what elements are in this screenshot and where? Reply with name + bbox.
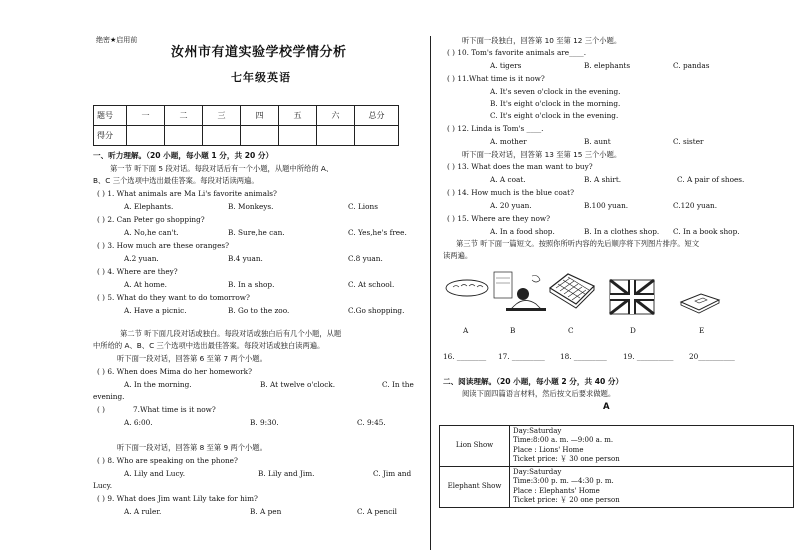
option-a[interactable]: A. At home. [124, 280, 167, 289]
option-b[interactable]: B.4 yuan. [228, 254, 263, 263]
option-a[interactable]: A. mother [490, 137, 527, 146]
score-table [93, 105, 399, 146]
question-7-text: 7.What time is it now? [133, 405, 216, 414]
question-10: ( ) 10. Tom's favorite animals are____. [447, 48, 587, 57]
picture-label: B [510, 326, 516, 335]
show-time: Time:8:00 a. m. —9:00 a. m. [513, 436, 614, 445]
option-c[interactable]: C. Jim and [373, 469, 412, 478]
section3-instruction: 第三节 听下面一篇短文。按照你所听内容的先后顺序将下列图片排序。短文 [456, 239, 700, 248]
score-input-cell[interactable] [241, 126, 279, 146]
option-c[interactable]: C. In the [382, 380, 414, 389]
option-a[interactable]: A. tigers [490, 61, 522, 70]
show-time: Time:3:00 p. m. —4:30 p. m. [513, 477, 614, 486]
secret-label: 绝密★启用前 [96, 36, 138, 44]
monologue-intro: 听下面一段独白，回答第 10 至第 12 三个小题。 [462, 36, 622, 45]
question-8: ( ) 8. Who are speaking on the phone? [97, 456, 238, 465]
option-a[interactable]: A. Have a picnic. [124, 306, 187, 315]
question-15: ( ) 15. Where are they now? [447, 214, 551, 223]
exam-subtitle: 七年级英语 [231, 71, 291, 84]
question-3: ( ) 3. How much are these oranges? [97, 241, 230, 250]
question-4: ( ) 4. Where are they? [97, 267, 178, 276]
option-a[interactable]: A. It's seven o'clock in the evening. [490, 87, 621, 96]
option-b[interactable]: B. A pen [250, 507, 282, 516]
section2-instruction: 第二节 听下面几段对话或独白。每段对话或独白后有几个小题，从题 [120, 329, 342, 338]
scale-picture [677, 290, 723, 318]
question-7: ( ) [97, 405, 106, 414]
option-a[interactable]: A. In the morning. [124, 380, 192, 389]
option-a[interactable]: A. Lily and Lucy. [124, 469, 186, 478]
student-sleeping-picture [492, 268, 547, 318]
option-b[interactable]: B. Lily and Jim. [258, 469, 315, 478]
option-c[interactable]: C. sister [673, 137, 704, 146]
option-b[interactable]: B. Monkeys. [228, 202, 274, 211]
answer-blank-19[interactable]: 19. __________ [623, 352, 674, 361]
option-a[interactable]: A. 20 yuan. [490, 201, 532, 210]
option-c[interactable]: C.120 yuan. [673, 201, 718, 210]
answer-blank-16[interactable]: 16. ________ [443, 352, 487, 361]
section2-instruction: 中所给的 A、B、C 三个选项中选出最佳答案。每段对话或独白读两遍。 [93, 341, 325, 350]
score-input-cell[interactable] [317, 126, 355, 146]
section1-instruction: 第一节 听下面 5 段对话。每段对话后有一个小题，从题中所给的 A、 [110, 164, 334, 173]
section1-instruction: B、C 三个选项中选出最佳答案。每段对话读两遍。 [93, 176, 259, 185]
picture-label: C [568, 326, 574, 335]
option-c[interactable]: C. Lions [348, 202, 378, 211]
option-b[interactable]: B. It's eight o'clock in the morning. [490, 99, 621, 108]
option-b[interactable]: B.100 yuan. [584, 201, 629, 210]
score-cell: 得分 [94, 126, 127, 146]
question-14: ( ) 14. How much is the blue coat? [447, 188, 574, 197]
show-info [510, 426, 794, 467]
score-input-cell[interactable] [355, 126, 399, 146]
option-b[interactable]: B. In a clothes shop. [584, 227, 660, 236]
option-c[interactable]: C. 9:45. [357, 418, 386, 427]
dialogue-intro: 听下面一段对话，回答第 13 至第 15 三个小题。 [462, 150, 622, 159]
picture-label: D [630, 326, 636, 335]
show-price: Ticket price: ￥ 20 one person [513, 496, 620, 505]
option-c[interactable]: C.8 yuan. [348, 254, 383, 263]
score-cell: 三 [203, 106, 241, 126]
option-c[interactable]: C. A pair of shoes. [677, 175, 745, 184]
question-13: ( ) 13. What does the man want to buy? [447, 162, 593, 171]
option-b[interactable]: B. In a shop. [228, 280, 275, 289]
dialogue-intro: 听下面一段对话，回答第 8 至第 9 两个小题。 [117, 443, 267, 452]
picture-label: A [463, 326, 469, 335]
show-name: Elephant Show [440, 466, 510, 507]
bread-picture [443, 272, 493, 304]
part1-heading: 一、听力理解。（20 小题，每小题 1 分，共 20 分） [93, 151, 274, 160]
option-c[interactable]: C. In a book shop. [673, 227, 740, 236]
section3-instruction: 读两遍。 [443, 251, 473, 260]
option-b[interactable]: B. Sure,he can. [228, 228, 285, 237]
score-cell: 一 [127, 106, 165, 126]
option-b[interactable]: B. elephants [584, 61, 631, 70]
option-a[interactable]: A. A ruler. [124, 507, 162, 516]
question-9: ( ) 9. What does Jim want Lily take for him? [97, 494, 258, 503]
part2-heading: 二、阅读理解。（20 小题，每小题 2 分，共 40 分） [443, 377, 624, 386]
option-b[interactable]: B. 9:30. [250, 418, 279, 427]
flag-picture [608, 278, 656, 316]
option-b[interactable]: B. A shirt. [584, 175, 622, 184]
passage-label: A [603, 402, 610, 412]
score-input-cell[interactable] [165, 126, 203, 146]
dialogue-intro: 听下面一段对话，回答第 6 至第 7 两个小题。 [117, 354, 267, 363]
score-input-cell[interactable] [279, 126, 317, 146]
question-2: ( ) 2. Can Peter go shopping? [97, 215, 205, 224]
show-info [510, 466, 794, 507]
question-5: ( ) 5. What do they want to do tomorrow? [97, 293, 250, 302]
question-12: ( ) 12. Linda is Tom's ____. [447, 124, 544, 133]
score-cell: 题号 [94, 106, 127, 126]
answer-blank-17[interactable]: 17. _________ [498, 352, 545, 361]
score-table-score-row [94, 126, 399, 146]
score-table-header-row [94, 106, 399, 126]
answer-blank-20[interactable]: 20__________ [689, 352, 735, 361]
score-input-cell[interactable] [203, 126, 241, 146]
option-a[interactable]: A. In a food shop. [490, 227, 555, 236]
show-row [440, 466, 794, 507]
option-c[interactable]: C. pandas [673, 61, 710, 70]
option-c[interactable]: C. A pencil [357, 507, 397, 516]
question-1: ( ) 1. What animals are Ma Li's favorite animals? [97, 189, 277, 198]
option-c[interactable]: C. At school. [348, 280, 395, 289]
option-c[interactable]: C. Yes,he's free. [348, 228, 407, 237]
score-cell: 五 [279, 106, 317, 126]
calendar-picture [546, 270, 598, 312]
option-a[interactable]: A. A coat. [490, 175, 526, 184]
option-c[interactable]: C.Go shopping. [348, 306, 405, 315]
score-cell: 四 [241, 106, 279, 126]
show-row [440, 426, 794, 467]
option-a[interactable]: A. 6:00. [124, 418, 153, 427]
option-b[interactable]: B. Go to the zoo. [228, 306, 290, 315]
option-b[interactable]: B. At twelve o'clock. [260, 380, 336, 389]
option-a[interactable]: A.2 yuan. [124, 254, 159, 263]
answer-blank-18[interactable]: 18. _________ [560, 352, 607, 361]
option-a[interactable]: A. Elephants. [124, 202, 174, 211]
show-place: Place : Lions' Home [513, 445, 584, 454]
score-input-cell[interactable] [127, 126, 165, 146]
show-name: Lion Show [440, 426, 510, 467]
question-11: ( ) 11.What time is it now? [447, 74, 545, 83]
score-cell: 二 [165, 106, 203, 126]
show-price: Ticket price: ￥ 30 one person [513, 455, 620, 464]
question-6: ( ) 6. When does Mima do her homework? [97, 367, 252, 376]
score-cell: 总分 [355, 106, 399, 126]
picture-label: E [699, 326, 705, 335]
show-place: Place : Elephants' Home [513, 486, 600, 495]
score-cell: 六 [317, 106, 355, 126]
show-day: Day:Saturday [513, 427, 562, 435]
option-b[interactable]: B. aunt [584, 137, 611, 146]
exam-title: 汝州市有道实验学校学情分析 [171, 45, 347, 60]
show-schedule-table [439, 425, 794, 508]
option-c[interactable]: C. It's eight o'clock in the evening. [490, 111, 619, 120]
option-c-continued: evening. [93, 392, 125, 401]
option-c-continued: Lucy. [93, 481, 113, 490]
column-divider [430, 36, 431, 550]
part2-instruction: 阅读下面四篇语言材料，然后按文后要求做题。 [462, 389, 616, 398]
show-day: Day:Saturday [513, 467, 562, 476]
option-a[interactable]: A. No,he can't. [124, 228, 179, 237]
